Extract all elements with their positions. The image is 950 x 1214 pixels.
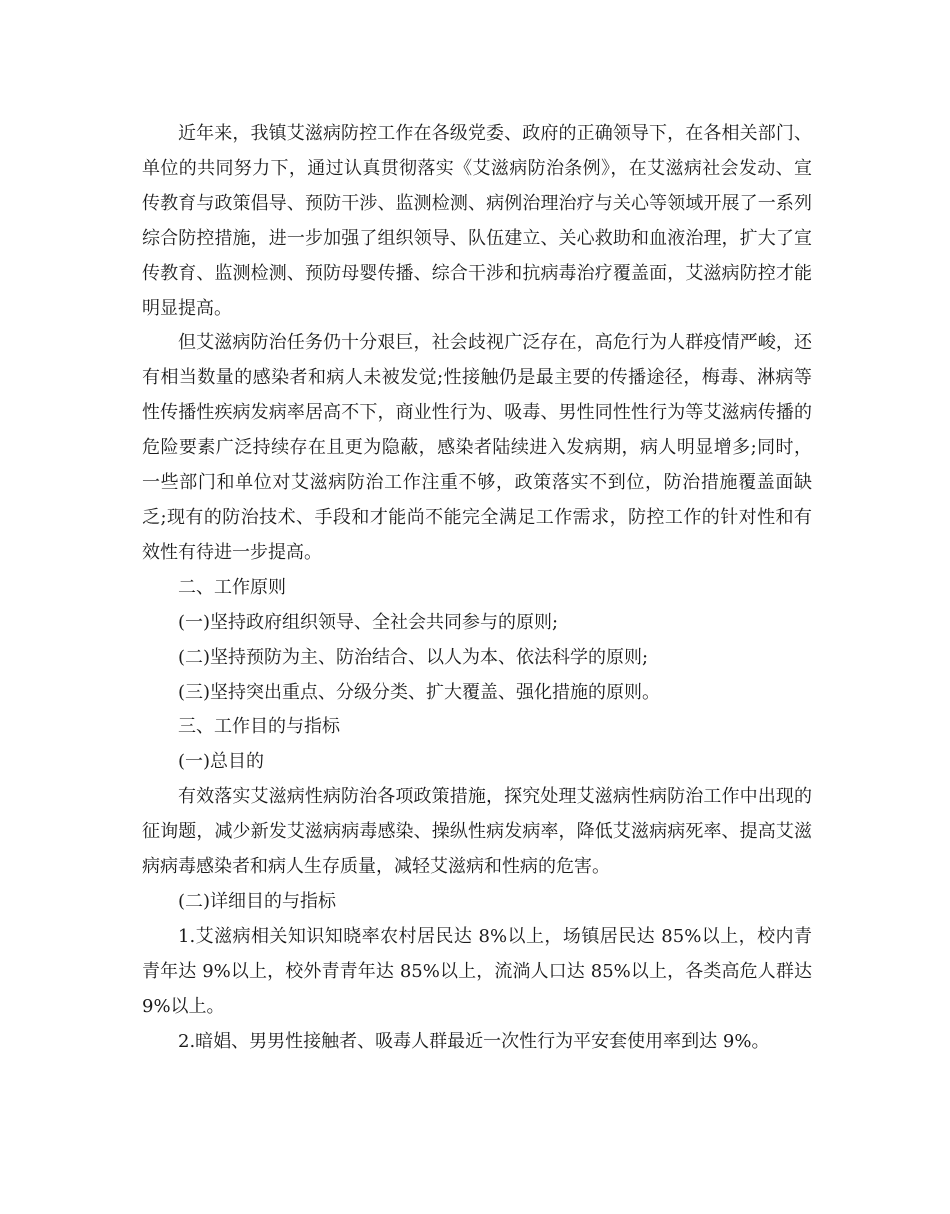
overall-goal-paragraph: 有效落实艾滋病性病防治各项政策措施，探究处理艾滋病性病防治工作中出现的征询题，减少新发艾滋病病毒感染、操纵性病发病率，降低艾滋病病死率、提高艾滋病病毒感染者和病人生存质量，减轻艾滋病和性病的危害。 xyxy=(142,786,812,878)
principle-item-2: (二)坚持预防为主、防治结合、以人为本、依法科学的原则; xyxy=(178,646,649,668)
challenges-paragraph: 但艾滋病防治任务仍十分艰巨，社会歧视广泛存在，高危行为人群疫情严峻，还有相当数量的感染者和病人未被发觉;性接触仍是最主要的传播途径，梅毒、淋病等性传播性疾病发病率居高不下，商业性行为、吸毒、男性同性性行为等艾滋病传播的危险要素广泛持续存在且更为隐蔽，感染者陆续进入发病期，病人明显增多;同时，一些部门和单位对艾滋病防治工作注重不够，政策落实不到位，防治措施覆盖面缺乏;现有的防治技术、手段和才能尚不能完全满足工作需求，防控工作的针对性和有效性有待进一步提高。 xyxy=(142,332,812,563)
goal-item-2: 2.暗娼、男男性接触者、吸毒人群最近一次性行为平安套使用率到达 9%。 xyxy=(178,1030,770,1052)
intro-paragraph: 近年来，我镇艾滋病防控工作在各级党委、政府的正确领导下，在各相关部门、单位的共同努力下，通过认真贯彻落实《艾滋病防治条例》，在艾滋病社会发动、宣传教育与政策倡导、预防干涉、监测检测、病例治理治疗与关心等领域开展了一系列综合防控措施，进一步加强了组织领导、队伍建立、关心救助和血液治理，扩大了宣传教育、监测检测、预防母婴传播、综合干涉和抗病毒治疗覆盖面，艾滋病防控才能明显提高。 xyxy=(142,123,812,319)
section-heading-principles: 二、工作原则 xyxy=(178,576,286,598)
section-heading-goals: 三、工作目的与指标 xyxy=(178,716,340,738)
principle-item-3: (三)坚持突出重点、分级分类、扩大覆盖、强化措施的原则。 xyxy=(178,681,661,703)
subheading-overall-goal: (一)总目的 xyxy=(178,751,265,773)
goal-item-1: 1.艾滋病相关知识知晓率农村居民达 8%以上，场镇居民达 85%以上，校内青青年达 9%以上，校外青青年达 85%以上，流淌人口达 85%以上，各类高危人群达 9%以上。 xyxy=(142,925,812,1017)
subheading-detailed-goals: (二)详细目的与指标 xyxy=(178,890,337,912)
principle-item-1: (一)坚持政府组织领导、全社会共同参与的原则; xyxy=(178,611,559,633)
document-body xyxy=(142,117,812,1059)
